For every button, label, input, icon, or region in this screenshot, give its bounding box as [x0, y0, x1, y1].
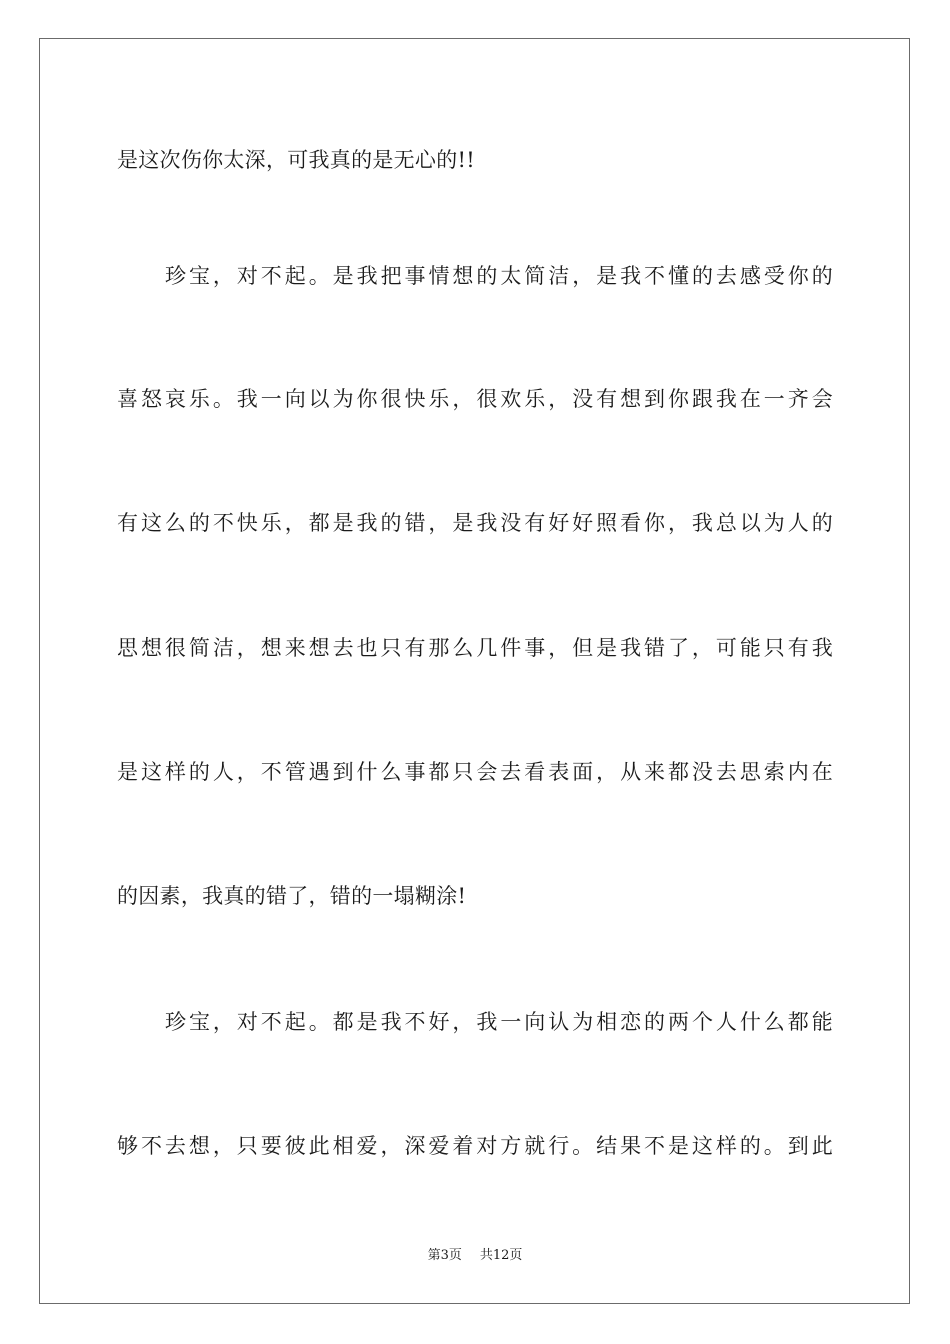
text-line: 的因素，我真的错了，错的一塌糊涂! — [117, 884, 467, 908]
text-line: 喜怒哀乐。我一向以为你很快乐，很欢乐，没有想到你跟我在一齐会 — [117, 387, 833, 411]
page-border — [39, 38, 910, 1304]
page-number: 第3页 — [427, 1248, 462, 1263]
page-footer — [0, 1248, 950, 1264]
text-line: 思想很简洁，想来想去也只有那么几件事，但是我错了，可能只有我 — [117, 636, 833, 660]
text-line: 有这么的不快乐，都是我的错，是我没有好好照看你，我总以为人的 — [117, 511, 833, 535]
page-total: 共12页 — [479, 1248, 523, 1263]
text-line: 是这样的人，不管遇到什么事都只会去看表面，从来都没去思索内在 — [117, 760, 833, 784]
text-line: 是这次伤你太深，可我真的是无心的!! — [117, 148, 475, 172]
text-line: 够不去想，只要彼此相爱，深爱着对方就行。结果不是这样的。到此 — [117, 1134, 833, 1158]
paragraph-first-line: 珍宝，对不起。都是我不好，我一向认为相恋的两个人什么都能 — [165, 1010, 833, 1034]
paragraph-first-line: 珍宝，对不起。是我把事情想的太简洁，是我不懂的去感受你的 — [165, 264, 833, 288]
